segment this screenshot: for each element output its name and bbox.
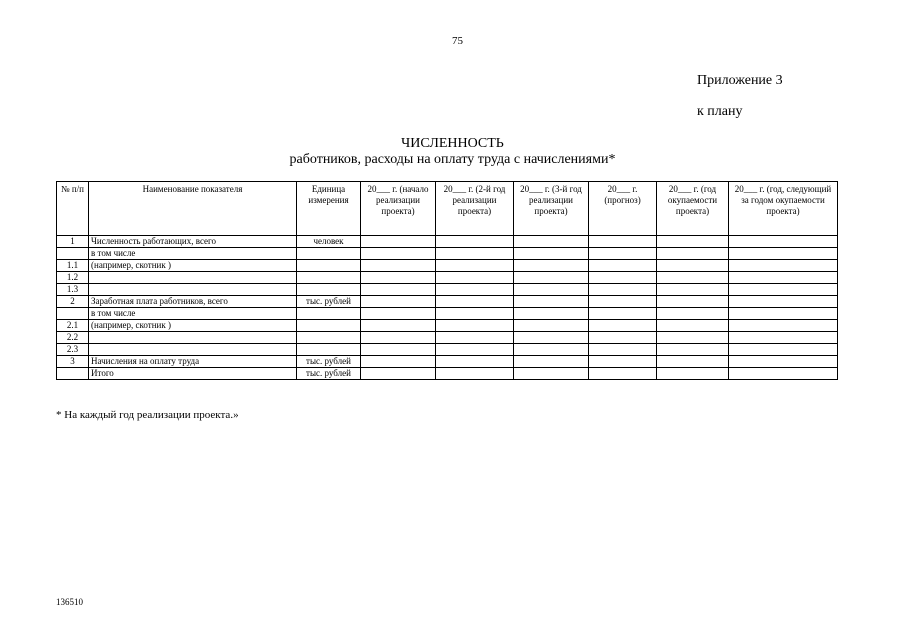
period-value-cell: [657, 248, 729, 260]
row-unit: тыс. рублей: [297, 356, 361, 368]
period-value-cell: [729, 356, 838, 368]
row-indicator-name: (например, скотник ): [89, 320, 297, 332]
table-row: [57, 296, 838, 308]
table-row: [57, 236, 838, 248]
period-value-cell: [514, 260, 589, 272]
row-indicator-name: [89, 332, 297, 344]
period-value-cell: [589, 332, 657, 344]
row-unit: [297, 308, 361, 320]
header-period: 20___ г. (год окупаемости проекта): [657, 182, 729, 236]
row-number: 1.2: [57, 272, 89, 284]
header-period: 20___ г. (3-й год реализации проекта): [514, 182, 589, 236]
row-indicator-name: [89, 272, 297, 284]
row-unit: тыс. рублей: [297, 368, 361, 380]
row-unit: [297, 320, 361, 332]
row-unit: [297, 284, 361, 296]
header-num: № п/п: [57, 182, 89, 236]
period-value-cell: [589, 284, 657, 296]
period-value-cell: [657, 332, 729, 344]
period-value-cell: [729, 260, 838, 272]
period-value-cell: [436, 236, 514, 248]
period-value-cell: [436, 296, 514, 308]
row-number: 3: [57, 356, 89, 368]
period-value-cell: [361, 284, 436, 296]
table-row: [57, 248, 838, 260]
period-value-cell: [436, 272, 514, 284]
table-row: [57, 320, 838, 332]
period-value-cell: [436, 344, 514, 356]
row-unit: [297, 332, 361, 344]
period-value-cell: [589, 368, 657, 380]
header-period: 20___ г. (год, следующий за годом окупаемости проекта): [729, 182, 838, 236]
header-unit: Единица измерения: [297, 182, 361, 236]
header-period: 20___ г. (начало реализации проекта): [361, 182, 436, 236]
footnote: * На каждый год реализации проекта.»: [56, 409, 239, 421]
period-value-cell: [514, 248, 589, 260]
table-row: [57, 308, 838, 320]
period-value-cell: [361, 356, 436, 368]
row-indicator-name: Заработная плата работников, всего: [89, 296, 297, 308]
row-unit: [297, 248, 361, 260]
period-value-cell: [436, 284, 514, 296]
row-indicator-name: Начисления на оплату труда: [89, 356, 297, 368]
document-subtitle: работников, расходы на оплату труда с начислениями*: [289, 152, 616, 167]
period-value-cell: [436, 260, 514, 272]
row-unit: [297, 260, 361, 272]
period-value-cell: [589, 272, 657, 284]
period-value-cell: [729, 308, 838, 320]
header-name: Наименование показателя: [89, 182, 297, 236]
period-value-cell: [514, 284, 589, 296]
row-number: 1: [57, 236, 89, 248]
period-value-cell: [657, 368, 729, 380]
period-value-cell: [657, 272, 729, 284]
row-indicator-name: (например, скотник ): [89, 260, 297, 272]
table-row: [57, 332, 838, 344]
period-value-cell: [514, 344, 589, 356]
period-value-cell: [729, 284, 838, 296]
period-value-cell: [361, 272, 436, 284]
row-indicator-name: [89, 344, 297, 356]
period-value-cell: [514, 368, 589, 380]
period-value-cell: [657, 284, 729, 296]
period-value-cell: [729, 344, 838, 356]
row-number: 1.1: [57, 260, 89, 272]
period-value-cell: [589, 236, 657, 248]
period-value-cell: [589, 344, 657, 356]
staff-payroll-table: [56, 181, 838, 380]
period-value-cell: [436, 332, 514, 344]
table-row: [57, 260, 838, 272]
table-body: [57, 236, 838, 380]
row-number: 2.2: [57, 332, 89, 344]
table-row: [57, 344, 838, 356]
period-value-cell: [657, 260, 729, 272]
period-value-cell: [729, 248, 838, 260]
row-number: [57, 308, 89, 320]
period-value-cell: [436, 368, 514, 380]
row-unit: тыс. рублей: [297, 296, 361, 308]
page-number: 75: [452, 35, 463, 47]
period-value-cell: [589, 308, 657, 320]
period-value-cell: [729, 332, 838, 344]
document-title: ЧИСЛЕННОСТЬ: [401, 136, 504, 151]
period-value-cell: [514, 320, 589, 332]
row-number: [57, 248, 89, 260]
period-value-cell: [514, 296, 589, 308]
period-value-cell: [361, 368, 436, 380]
row-unit: [297, 272, 361, 284]
row-unit: человек: [297, 236, 361, 248]
row-number: 2.3: [57, 344, 89, 356]
period-value-cell: [657, 356, 729, 368]
row-indicator-name: в том числе: [89, 248, 297, 260]
header-period: 20___ г. (прогноз): [589, 182, 657, 236]
row-indicator-name: Численность работающих, всего: [89, 236, 297, 248]
period-value-cell: [589, 260, 657, 272]
period-value-cell: [361, 236, 436, 248]
appendix-label: Приложение 3: [697, 73, 783, 88]
row-number: 2: [57, 296, 89, 308]
period-value-cell: [589, 248, 657, 260]
period-value-cell: [514, 308, 589, 320]
row-unit: [297, 344, 361, 356]
period-value-cell: [361, 344, 436, 356]
period-value-cell: [436, 320, 514, 332]
period-value-cell: [589, 296, 657, 308]
row-indicator-name: в том числе: [89, 308, 297, 320]
period-value-cell: [589, 320, 657, 332]
period-value-cell: [514, 236, 589, 248]
period-value-cell: [657, 236, 729, 248]
table-row: [57, 356, 838, 368]
period-value-cell: [514, 356, 589, 368]
period-value-cell: [657, 320, 729, 332]
table-row: [57, 368, 838, 380]
row-indicator-name: [89, 284, 297, 296]
period-value-cell: [657, 308, 729, 320]
period-value-cell: [657, 296, 729, 308]
row-number: 1.3: [57, 284, 89, 296]
period-value-cell: [729, 296, 838, 308]
period-value-cell: [657, 344, 729, 356]
row-number: 2.1: [57, 320, 89, 332]
period-value-cell: [436, 308, 514, 320]
period-value-cell: [361, 296, 436, 308]
header-period: 20___ г. (2-й год реализации проекта): [436, 182, 514, 236]
row-number: [57, 368, 89, 380]
period-value-cell: [361, 248, 436, 260]
period-value-cell: [436, 356, 514, 368]
table-row: [57, 272, 838, 284]
period-value-cell: [589, 356, 657, 368]
appendix-plan-label: к плану: [697, 104, 743, 119]
table-row: [57, 284, 838, 296]
period-value-cell: [729, 320, 838, 332]
period-value-cell: [361, 260, 436, 272]
period-value-cell: [361, 332, 436, 344]
period-value-cell: [729, 236, 838, 248]
period-value-cell: [361, 308, 436, 320]
period-value-cell: [514, 332, 589, 344]
document-code: 136510: [56, 597, 83, 607]
period-value-cell: [729, 272, 838, 284]
period-value-cell: [436, 248, 514, 260]
row-indicator-name: Итого: [89, 368, 297, 380]
period-value-cell: [361, 320, 436, 332]
period-value-cell: [729, 368, 838, 380]
period-value-cell: [514, 272, 589, 284]
